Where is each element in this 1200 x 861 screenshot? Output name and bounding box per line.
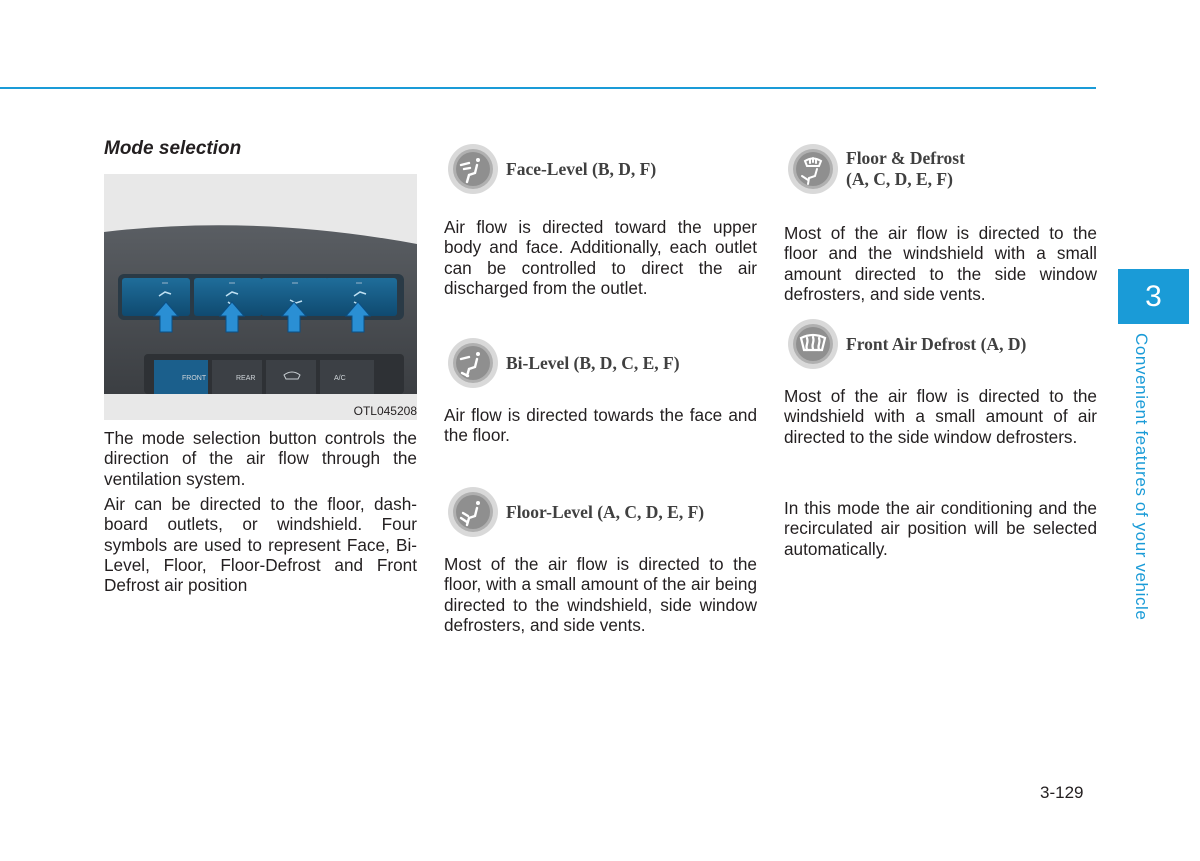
mode-text-floor-defrost: Most of the air flow is directed to the floor and the windshield with a small amount directed to the side window defrosters, and side vents. bbox=[784, 223, 1097, 304]
mode-title-bi-level: Bi-Level (B, D, C, E, F) bbox=[506, 352, 680, 373]
chapter-title: Convenient features of your vehicle bbox=[1132, 333, 1151, 621]
mode-title-face-level: Face-Level (B, D, F) bbox=[506, 158, 657, 179]
auto-mode-note: In this mode the air conditioning and the recirculated air position will be selected automatically. bbox=[784, 498, 1097, 559]
mode-title-floor-defrost bbox=[846, 148, 965, 190]
panel-label-rear: REAR bbox=[236, 375, 256, 382]
mode-title-floor-level: Floor-Level (A, C, D, E, F) bbox=[506, 501, 705, 522]
header-rule bbox=[0, 87, 1096, 89]
front-defrost-icon bbox=[787, 318, 839, 370]
mode-button-1 bbox=[122, 278, 190, 316]
panel-label-ac: A/C bbox=[334, 375, 346, 382]
mode-text-bi-level: Air flow is directed towards the face and the floor. bbox=[444, 405, 757, 446]
intro-paragraph-1: The mode selection button controls the direction of the air flow through the ventilation system. bbox=[104, 428, 417, 489]
mode-heading-bi-level bbox=[447, 337, 680, 389]
control-panel-photo bbox=[104, 174, 417, 420]
mode-heading-front-defrost bbox=[787, 318, 1026, 370]
intro-paragraph-2: Air can be directed to the floor, dash-board outlets, or windshield. Four symbols are used to represent Face, Bi-Level, Floor, Floor-Defrost and Front Defrost air position bbox=[104, 494, 417, 596]
section-title: Mode selection bbox=[104, 138, 242, 159]
page-number: 3-129 bbox=[1040, 783, 1084, 802]
mode-heading-floor-defrost bbox=[787, 143, 965, 195]
panel-label-front: FRONT bbox=[182, 375, 207, 382]
bi-level-icon bbox=[447, 337, 499, 389]
mode-title-floor-defrost-line2: (A, C, D, E, F) bbox=[846, 169, 953, 189]
mode-title-floor-defrost-line1: Floor & Defrost bbox=[846, 148, 965, 168]
mode-heading-face-level bbox=[447, 143, 656, 195]
mode-text-front-defrost: Most of the air flow is directed to the windshield with a small amount of air directed to the side window defrosters. bbox=[784, 386, 1097, 447]
photo-caption: OTL045208 bbox=[353, 404, 417, 418]
mode-heading-floor-level bbox=[447, 486, 704, 538]
face-level-icon bbox=[447, 143, 499, 195]
mode-title-front-defrost: Front Air Defrost (A, D) bbox=[846, 333, 1027, 354]
chapter-number-tab: 3 bbox=[1118, 269, 1189, 324]
mode-text-floor-level: Most of the air flow is directed to the floor, with a small amount of the air being directed to the windshield, side window defrosters, and side vents. bbox=[444, 554, 757, 635]
floor-defrost-icon bbox=[787, 143, 839, 195]
mode-text-face-level: Air flow is directed toward the upper body and face. Additionally, each outlet can be controlled to direct the air discharged from the outlet. bbox=[444, 217, 757, 298]
floor-level-icon bbox=[447, 486, 499, 538]
